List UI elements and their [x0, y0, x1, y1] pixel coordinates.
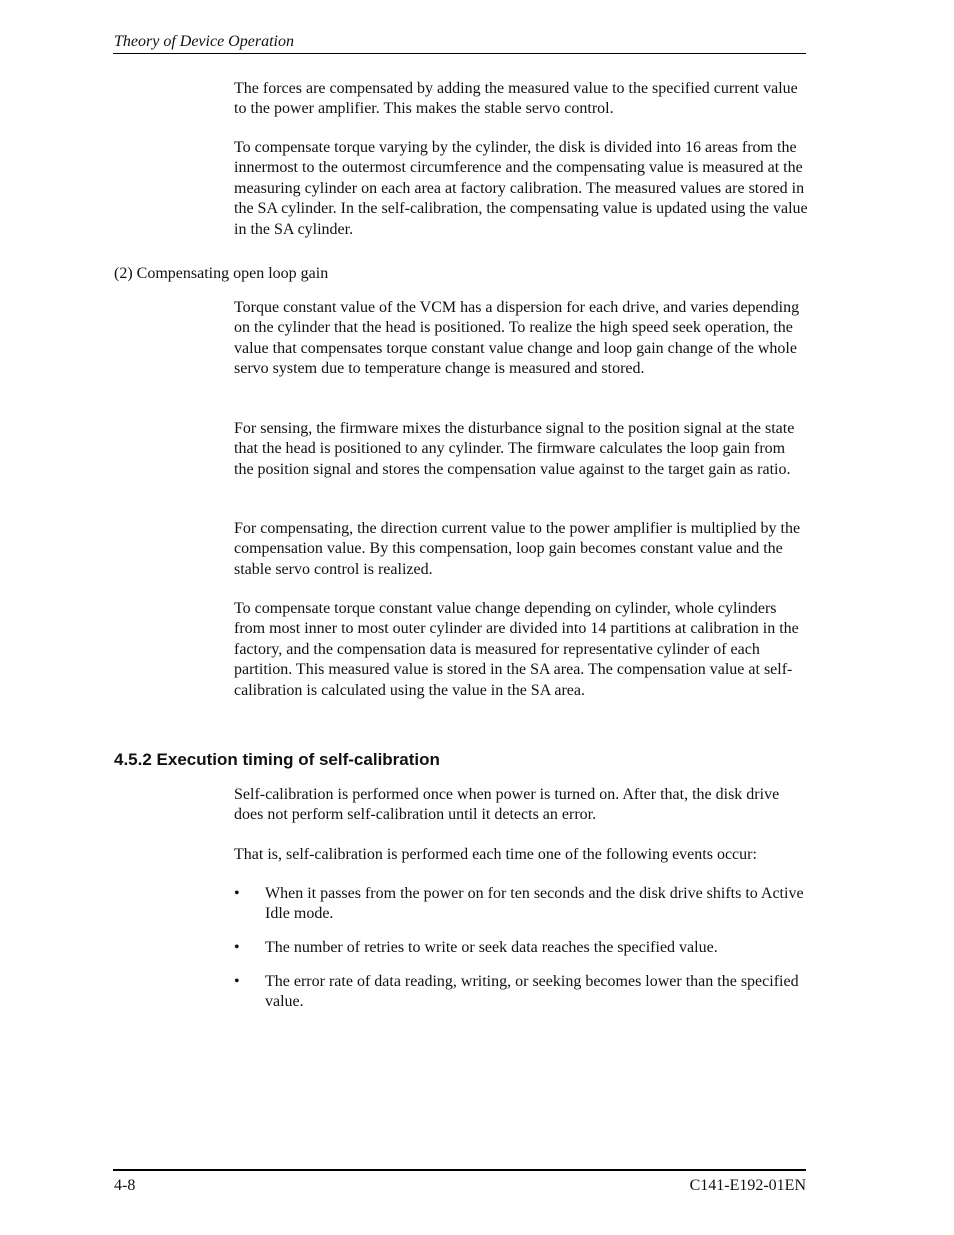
running-title: Theory of Device Operation — [114, 33, 294, 50]
intro-paragraph-2: To compensate torque varying by the cylinder, the disk is divided into 16 areas from the innermost to the outermost circumference and the compensating value is measured at the measuring cylinder on each area at factory calibration. The measured values are stored in the SA cylinder. In the self-calibration, the compensating value is updated using the value in the SA cylinder. — [234, 139, 808, 238]
subsection-heading: (2) Compensating open loop gain — [114, 265, 329, 282]
document-code: C141-E192-01EN — [689, 1177, 806, 1194]
subsection-paragraph-2: For sensing, the firmware mixes the disturbance signal to the position signal at the state that the head is positioned to any cylinder. The firmware calculates the loop gain from the position signal and stores the compensation value against to the target gain as ratio. — [234, 420, 795, 478]
subsection-paragraph-4: To compensate torque constant value change depending on cylinder, whole cylinders from most inner to most outer cylinder are divided into 14 partitions at calibration in the factory, and the compensation data is measured for representative cylinder of each partition. This measured value is stored in the SA area. The compensation value at self-calibration is calculated using the value in the SA area. — [234, 600, 799, 699]
bullet-icon: • — [234, 939, 240, 956]
header-rule — [113, 53, 806, 54]
section-paragraph-2: That is, self-calibration is performed each time one of the following events occur: — [234, 846, 757, 863]
bullet-icon: • — [234, 973, 240, 990]
section-heading: 4.5.2 Execution timing of self-calibration — [114, 750, 440, 769]
page-number: 4-8 — [114, 1177, 136, 1194]
list-item-text: When it passes from the power on for ten seconds and the disk drive shifts to Active Idle mode. — [265, 885, 804, 923]
footer-rule — [113, 1169, 806, 1171]
subsection-paragraph-1: Torque constant value of the VCM has a dispersion for each drive, and varies depending on the cylinder that the head is positioned. To realize the high speed seek operation, the value that compensates torque constant value change and loop gain change of the whole servo system due to temperature change is measured and stored. — [234, 299, 800, 378]
section-paragraph-1: Self-calibration is performed once when power is turned on. After that, the disk drive does not perform self-calibration until it detects an error. — [234, 786, 780, 824]
bullet-icon: • — [234, 885, 240, 902]
list-item-text: The error rate of data reading, writing, or seeking becomes lower than the specified value. — [265, 973, 799, 1011]
list-item-text: The number of retries to write or seek data reaches the specified value. — [265, 939, 718, 956]
intro-paragraph-1: The forces are compensated by adding the measured value to the specified current value to the power amplifier. This makes the stable servo control. — [234, 80, 798, 118]
subsection-paragraph-3: For compensating, the direction current value to the power amplifier is multiplied by the compensation value. By this compensation, loop gain becomes constant value and the stable servo control is realized. — [234, 520, 801, 578]
